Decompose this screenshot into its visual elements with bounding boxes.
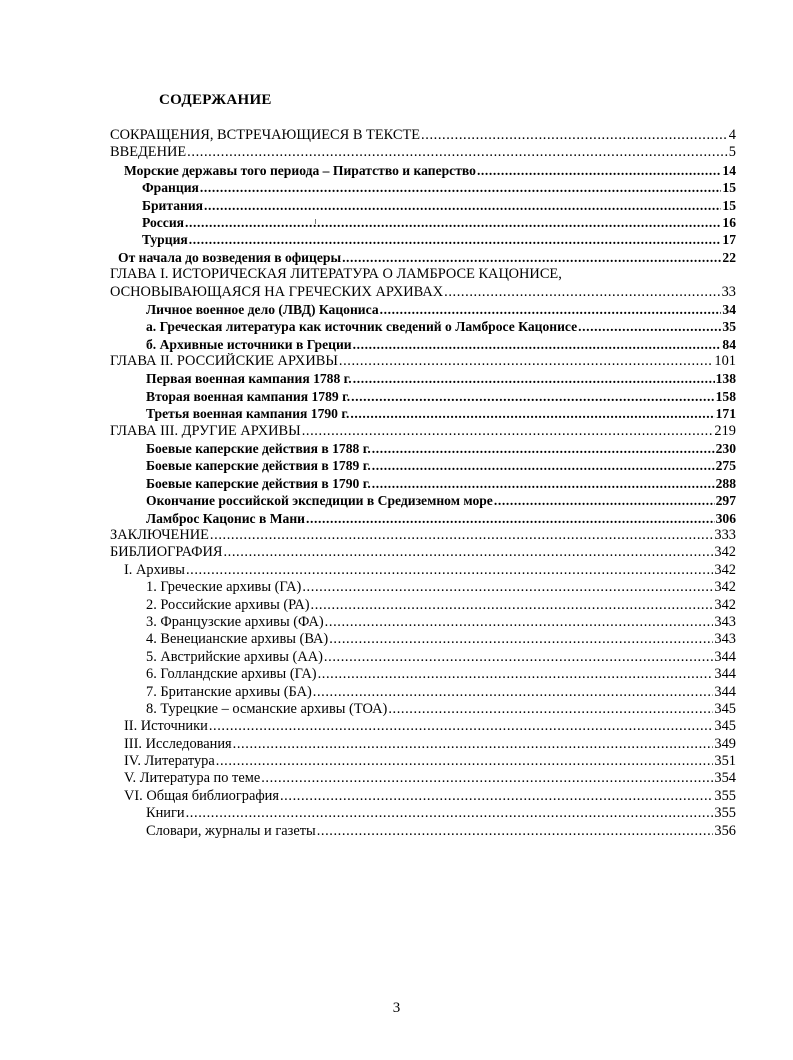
toc-entry	[110, 631, 736, 648]
toc-entry-label: Окончание российской экспедиции в Средиземном море	[146, 493, 493, 509]
toc-entry-label: От начала до возведения в офицеры	[118, 249, 342, 265]
toc-entry-line	[124, 718, 736, 735]
toc-entry-label: 6. Голландские архивы (ГА)	[146, 666, 317, 683]
toc-entry-label: Боевые каперские действия в 1788 г.	[146, 441, 371, 457]
toc-entry-label: 8. Турецкие – османские архивы (ТОА)	[146, 700, 388, 717]
dot-leader	[306, 510, 715, 527]
toc-entry-page: 230	[715, 441, 736, 457]
toc-entry-page: 342	[714, 561, 736, 578]
dot-leader	[261, 770, 713, 787]
toc-entry-page: 158	[715, 388, 736, 404]
toc-entry	[110, 614, 736, 631]
toc-entry	[110, 527, 736, 544]
toc-entry-label: Франция	[142, 180, 199, 196]
toc-entry-label: 4. Венецианские архивы (ВА)	[146, 631, 329, 648]
toc-entry-line	[146, 666, 736, 683]
toc-entry	[110, 684, 736, 701]
toc-entry-line	[142, 214, 736, 231]
toc-entry-line	[146, 475, 736, 492]
toc-entry-line	[110, 284, 736, 301]
toc-entry	[110, 492, 736, 509]
toc-entry-page: 344	[714, 648, 736, 665]
toc-entry-page: 219	[714, 422, 736, 439]
toc-entry-line	[146, 597, 736, 614]
dot-leader	[444, 284, 720, 301]
toc-entry	[110, 423, 736, 440]
toc-entry	[110, 649, 736, 666]
toc-entry-line	[146, 370, 736, 387]
toc-entry-line	[146, 457, 736, 474]
toc-entry-line	[146, 405, 736, 422]
dot-leader	[342, 249, 721, 266]
toc-entry-page: 355	[714, 787, 736, 804]
toc-entry-page: 17	[722, 232, 736, 248]
dot-leader	[388, 701, 713, 718]
toc-entry-page: 354	[714, 770, 736, 787]
toc-entry-page: 333	[714, 526, 736, 543]
toc-entry	[110, 753, 736, 770]
toc-entry-page: 16	[722, 214, 736, 230]
dot-leader	[280, 788, 713, 805]
toc-entry-line	[146, 684, 736, 701]
toc-entry-page: 306	[715, 510, 736, 526]
toc-entry-page: 297	[715, 493, 736, 509]
toc-entry-page: 342	[714, 579, 736, 596]
toc-entry-line	[142, 231, 736, 248]
dot-leader	[187, 144, 728, 161]
dot-leader	[223, 544, 713, 561]
dot-leader	[372, 457, 715, 474]
toc-entry	[110, 701, 736, 718]
toc-entry-label: Британия	[142, 197, 204, 213]
toc-entry	[110, 544, 736, 561]
toc-entry-label: Боевые каперские действия в 1789 г.	[146, 458, 371, 474]
dot-leader	[578, 318, 721, 335]
dot-leader	[318, 666, 714, 683]
toc-entry-page: 344	[714, 666, 736, 683]
toc-entry	[110, 353, 736, 370]
dot-leader	[204, 197, 721, 214]
toc-entry-page: 351	[714, 753, 736, 770]
toc-entry-label: 1. Греческие архивы (ГА)	[146, 579, 302, 596]
toc-entry-page: 356	[714, 822, 736, 839]
toc-entry	[110, 318, 736, 335]
toc-entry-page: 344	[714, 683, 736, 700]
toc-entry-page: 14	[722, 162, 736, 178]
toc-entry-line	[146, 579, 736, 596]
toc-entry-page: 34	[722, 301, 736, 317]
toc-entry-line	[146, 649, 736, 666]
toc-entry-label: 3. Французские архивы (ФА)	[146, 613, 324, 630]
toc-entry	[110, 562, 736, 579]
toc-entry-line	[110, 353, 736, 370]
dot-leader	[477, 162, 721, 179]
toc-entry-line	[146, 805, 736, 822]
toc-entry	[110, 475, 736, 492]
toc-entry-label: III. Исследования	[124, 735, 232, 752]
toc-entry-line	[124, 753, 736, 770]
dot-leader	[210, 527, 713, 544]
toc-entry	[110, 231, 736, 248]
toc-entry-page: 22	[722, 249, 736, 265]
toc-entry-line	[110, 423, 736, 440]
toc-entry-page: 5	[728, 144, 736, 161]
toc-entry-label: ГЛАВА II. РОССИЙСКИЕ АРХИВЫ	[110, 353, 338, 370]
dot-leader	[421, 127, 728, 144]
toc-entry-label: Вторая военная кампания 1789 г.	[146, 388, 351, 404]
toc-entry-line	[124, 736, 736, 753]
scan-artifact	[315, 219, 316, 224]
toc-entry-line	[146, 614, 736, 631]
toc-entry-line	[146, 492, 736, 509]
toc-entry-label: ВВЕДЕНИЕ	[110, 144, 187, 161]
toc-entry-page: 345	[714, 700, 736, 717]
toc-entry	[110, 284, 736, 301]
toc-entry-line	[124, 162, 736, 179]
toc-entry-page: 349	[714, 735, 736, 752]
toc-entry-line	[110, 527, 736, 544]
toc-entry-page: 345	[714, 718, 736, 735]
toc-entry-label: Словари, журналы и газеты	[146, 822, 316, 839]
toc-entry-line	[124, 788, 736, 805]
toc-entry-page: 4	[728, 127, 736, 143]
toc-entry-label: Турция	[142, 232, 188, 248]
toc-entry-label: СОКРАЩЕНИЯ, ВСТРЕЧАЮЩИЕСЯ В ТЕКСТЕ	[110, 127, 421, 143]
toc-entry-label: Первая военная кампания 1788 г.	[146, 371, 352, 387]
toc-entry-page: 101	[714, 353, 736, 370]
dot-leader	[189, 231, 722, 248]
dot-leader	[350, 405, 714, 422]
toc-entry-page: 343	[714, 631, 736, 648]
toc-entry	[110, 405, 736, 422]
dot-leader	[311, 597, 714, 614]
toc-entry-line	[146, 301, 736, 318]
toc-entry-label: Россия	[142, 214, 185, 230]
toc-entry	[110, 788, 736, 805]
toc-entry-line	[110, 127, 736, 144]
toc-entry-label: V. Литература по теме	[124, 770, 261, 787]
toc-entry-page: 33	[721, 283, 736, 300]
dot-leader	[494, 492, 715, 509]
toc-entry-label: 5. Австрийские архивы (АА)	[146, 648, 323, 665]
toc-entry-label: IV. Литература	[124, 753, 215, 770]
toc-entry	[110, 457, 736, 474]
toc-entry	[110, 736, 736, 753]
page-title: СОДЕРЖАНИЕ	[159, 92, 272, 108]
toc-entry-line	[124, 770, 736, 787]
toc-entry	[110, 162, 736, 179]
toc-entry	[110, 718, 736, 735]
toc-entry	[110, 510, 736, 527]
table-of-contents	[110, 127, 736, 840]
toc-entry-line	[124, 562, 736, 579]
toc-entry-label: ГЛАВА III. ДРУГИЕ АРХИВЫ	[110, 422, 301, 439]
toc-entry-label: 7. Британские архивы (БА)	[146, 683, 312, 700]
toc-entry-label: ОСНОВЫВАЮЩАЯСЯ НА ГРЕЧЕСКИХ АРХИВАХ	[110, 283, 444, 300]
dot-leader	[185, 214, 721, 231]
toc-entry	[110, 597, 736, 614]
toc-entry-page: 288	[715, 475, 736, 491]
toc-entry-page: 15	[722, 197, 736, 213]
dot-leader	[372, 475, 715, 492]
toc-entry-line	[146, 388, 736, 405]
toc-entry	[110, 214, 736, 231]
dot-leader	[351, 388, 714, 405]
dot-leader	[233, 736, 714, 753]
toc-entry-line	[146, 823, 736, 840]
toc-entry-page: 343	[714, 613, 736, 630]
toc-entry	[110, 579, 736, 596]
toc-entry-label: I. Архивы	[124, 561, 185, 578]
toc-entry	[110, 249, 736, 266]
dot-leader	[186, 805, 714, 822]
dot-leader	[353, 370, 715, 387]
toc-entry-label: Морские державы того периода – Пиратство и каперство	[124, 162, 476, 178]
dot-leader	[302, 423, 714, 440]
toc-entry	[110, 301, 736, 318]
toc-entry-label: ЗАКЛЮЧЕНИЕ	[110, 526, 209, 543]
dot-leader	[200, 179, 722, 196]
dot-leader	[372, 440, 715, 457]
dot-leader	[209, 718, 714, 735]
toc-entry-page: 342	[714, 544, 736, 561]
toc-entry	[110, 266, 736, 283]
toc-entry-label: II. Источники	[124, 718, 208, 735]
toc-entry-label: Книги	[146, 805, 185, 822]
toc-entry-line	[142, 197, 736, 214]
dot-leader	[317, 823, 714, 840]
toc-entry-label: ГЛАВА I. ИСТОРИЧЕСКАЯ ЛИТЕРАТУРА О ЛАМБРОСЕ КАЦОНИСЕ,	[110, 266, 562, 283]
toc-entry	[110, 805, 736, 822]
toc-entry-label: Личное военное дело (ЛВД) Кацониса	[146, 301, 379, 317]
dot-leader	[353, 336, 722, 353]
toc-entry-line	[146, 336, 736, 353]
toc-entry	[110, 336, 736, 353]
toc-entry-page: 15	[722, 180, 736, 196]
dot-leader	[339, 353, 714, 370]
toc-entry	[110, 666, 736, 683]
toc-entry-page: 84	[722, 336, 736, 352]
toc-entry-page: 35	[722, 319, 736, 335]
toc-entry-line	[146, 440, 736, 457]
toc-entry-line	[146, 318, 736, 335]
toc-entry-page: 275	[715, 458, 736, 474]
toc-entry	[110, 179, 736, 196]
toc-entry	[110, 197, 736, 214]
toc-entry	[110, 823, 736, 840]
toc-entry-label: Ламброс Кацонис в Мани	[146, 510, 306, 526]
toc-entry-label: а. Греческая литература как источник сведений о Ламбросе Кацонисе	[146, 319, 578, 335]
toc-entry-line	[110, 144, 736, 161]
toc-entry-page: 342	[714, 596, 736, 613]
toc-entry-page: 171	[715, 406, 736, 422]
dot-leader	[325, 614, 714, 631]
toc-entry-line	[142, 179, 736, 196]
dot-leader	[380, 301, 722, 318]
toc-entry-label: б. Архивные источники в Греции	[146, 336, 352, 352]
toc-entry	[110, 770, 736, 787]
toc-entry-line	[146, 701, 736, 718]
dot-leader	[324, 649, 713, 666]
page-number: 3	[392, 1000, 401, 1016]
toc-entry-label: Третья военная кампания 1790 г.	[146, 406, 350, 422]
toc-entry-label: Боевые каперские действия в 1790 г.	[146, 475, 371, 491]
toc-entry	[110, 388, 736, 405]
toc-entry-label: 2. Российские архивы (РА)	[146, 596, 310, 613]
dot-leader	[313, 684, 714, 701]
toc-entry	[110, 144, 736, 161]
toc-entry	[110, 440, 736, 457]
toc-entry-page: 355	[714, 805, 736, 822]
toc-entry-line	[146, 510, 736, 527]
toc-entry-line	[110, 544, 736, 561]
dot-leader	[302, 579, 713, 596]
toc-entry	[110, 370, 736, 387]
toc-entry-line	[118, 249, 736, 266]
dot-leader	[216, 753, 714, 770]
dot-leader	[186, 562, 713, 579]
toc-entry-label: БИБЛИОГРАФИЯ	[110, 544, 223, 561]
toc-entry-line	[146, 631, 736, 648]
toc-entry-page: 138	[715, 371, 736, 387]
toc-entry-label: VI. Общая библиография	[124, 787, 279, 804]
dot-leader	[329, 631, 713, 648]
toc-entry	[110, 127, 736, 144]
